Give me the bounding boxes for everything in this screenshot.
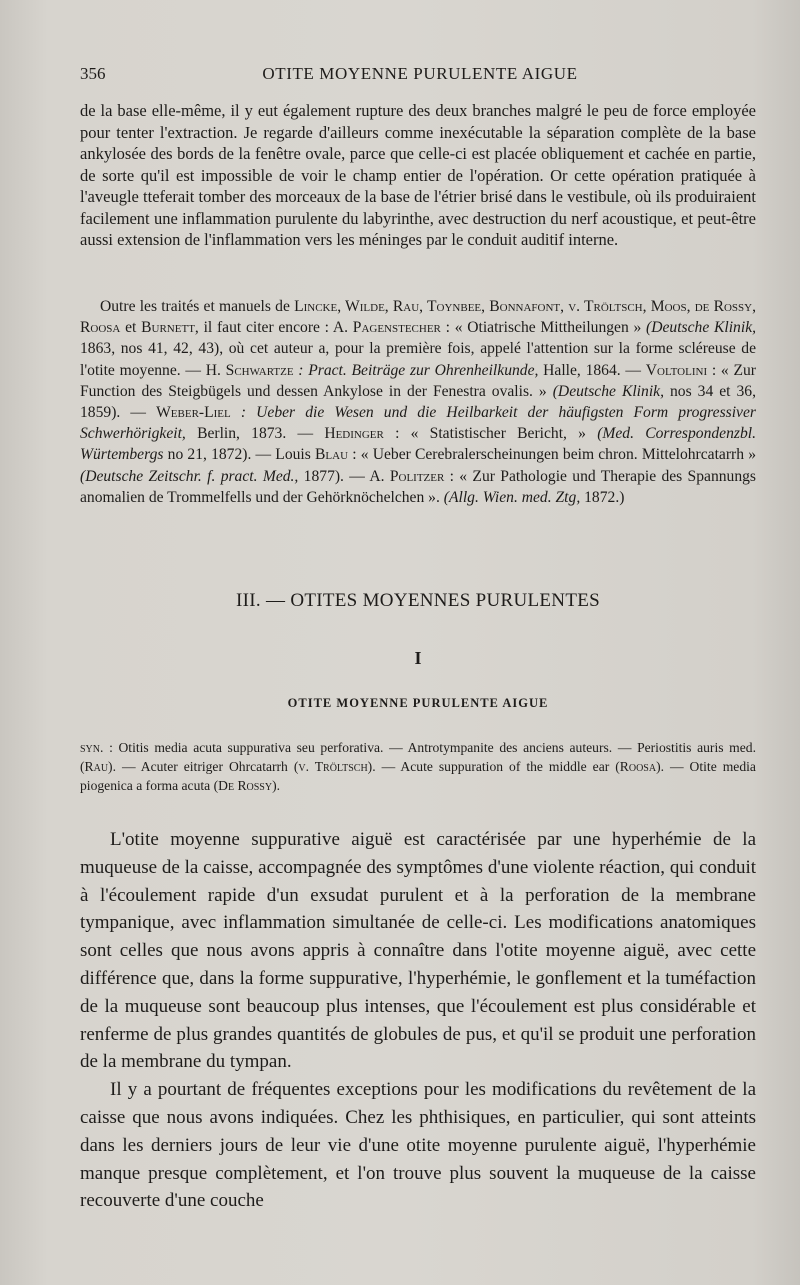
page-header <box>80 64 760 86</box>
ref-source: : Pract. Beiträge zur Ohrenheilkunde, <box>298 361 539 379</box>
ref-authors: Lincke, Wilde, Rau, Toynbee, Bonnafont, v. Tröltsch, Moos, de Rossy, Roosa <box>80 298 756 337</box>
ref-author: Voltolini <box>645 361 708 379</box>
ref-tail: no 21, 1872). — Louis <box>167 446 311 464</box>
ref-tail: 1877). — A. <box>303 467 385 485</box>
ref-author: Politzer <box>389 467 445 485</box>
continued-paragraph <box>80 100 756 251</box>
synonyms-author: (v. Tröltsch). <box>293 759 376 774</box>
synonyms-paragraph <box>80 738 756 795</box>
main-text <box>80 826 756 1215</box>
ref-title: : « Ueber Cerebralerscheinungen beim chron. Mittelohrcatarrh » <box>352 446 757 464</box>
synonyms-text: — Acuter eitriger Ohrcatarrh <box>121 759 288 774</box>
ref-author: Hedinger <box>324 425 384 443</box>
ref-source: (Med. Correspondenzbl. Würtembergs <box>80 425 756 464</box>
ref-tail: Halle, 1864. — <box>543 361 641 379</box>
synonyms-text: : Otitis media acuta suppurativa seu perforativa. — Antrotympanite des anciens auteurs. — Periostitis auris med. <box>109 740 756 755</box>
section-title: III. — OTITES MOYENNES PURULENTES <box>235 590 601 611</box>
ref-title: : « Statistischer Bericht, » <box>395 425 586 443</box>
bibliography-paragraph <box>80 296 756 508</box>
paragraph-text: de la base elle-même, il y eut également rupture des deux branches malgré le peu de force employée pour tenter l'extraction. Je regarde d'ailleurs comme inexécutable la séparation complète de la base ankylosée des bords de la fenêtre ovale, parce que celle-ci est placée obliquement et cachée en partie, de sorte qu'il est impossible de voir le champ entier de l'opération. Or cette opération pratiquée à l'aveugle tteferait tomber des morceaux de la base de l'étrier brisé dans le vestibule, où ils produiraient facilement une inflammation purulente du labyrinthe, avec destruction du nerf acoustique, et peut-être aussi extension de l'inflammation vers les méninges par le conduit auditif interne. <box>80 101 756 249</box>
ref-title: : « Zur Function des Steigbügels und dessen Ankylose in der Fenestra ovalis. » <box>80 361 756 400</box>
ref-author: Schwartze <box>225 361 294 379</box>
ref-source: (Deutsche Zeitschr. f. pract. Med., <box>80 467 299 485</box>
ref-intro: Outre les traités et manuels de <box>100 298 290 315</box>
synonyms-text: — Otite media piogenica a forma acuta <box>80 759 756 793</box>
ref-author: Blau <box>315 446 349 464</box>
body-paragraph: Il y a pourtant de fréquentes exceptions pour les modifications du revêtement de la caisse que nous avons indiquées. Chez les phthisiques, en particulier, qui sont atteints dans les derniers jours de leur vie d'une otite moyenne purulente aiguë, l'hyperhémie manque presque complètement, et l'on trouve plus souvent la muqueuse de la caisse recouverte d'une couche <box>80 1079 756 1212</box>
body-paragraph: L'otite moyenne suppurative aiguë est caractérisée par une hyperhémie de la muqueuse de la caisse, accompagnée des symptômes d'une violente réaction, qui conduit à l'écoulement rapide d'un exsudat purulent et à la perforation de la membrane tympanique, avec inflammation simultanée de celle-ci. Les modifications anatomiques sont celles que nous avons appris à connaître dans l'otite moyenne aiguë, avec cette différence que, dans la forme suppurative, l'hyperhémie, le gonflement et la tuméfaction de la muqueuse sont beaucoup plus intenses, que l'écoulement est plus considérable et renferme de plus grandes quantités de globules de pus, et qu'il se produit une perforation de la membrane du tympan. <box>80 829 756 1073</box>
synonyms-author: (Rau). <box>80 759 116 774</box>
ref-title: : « Otiatrische Mittheilungen » <box>445 319 642 337</box>
ref-tail: 1872.) <box>584 488 625 506</box>
ref-conj: et <box>125 319 137 337</box>
synonyms-author: (De Rossy). <box>213 778 281 793</box>
chapter-title: OTITE MOYENNE PURULENTE AIGUE <box>287 696 549 710</box>
ref-tail: 1863, nos 41, 42, 43), où cet auteur a, pour la première fois, appelé l'attention sur la forme scléreuse de l'otite moyenne. — H. <box>80 340 756 379</box>
ref-title: : « Zur Pathologie und Therapie des Spannungs anomalien de Trommelfells und der Gehörknöchelchen ». <box>80 467 757 506</box>
ref-author: Weber-Liel <box>156 404 231 422</box>
ref-lead: il faut citer encore : A. <box>203 319 349 337</box>
synonyms-author: (Roosa). <box>615 759 664 774</box>
ref-source: (Allg. Wien. med. Ztg, <box>443 488 581 506</box>
ref-source: (Deutsche Klinik, <box>646 319 757 337</box>
ref-author-last: Burnett, <box>141 319 199 337</box>
ref-tail: Berlin, 1873. — <box>197 425 314 443</box>
synonyms-text: — Acute suppuration of the middle ear <box>381 759 610 774</box>
ref-author: Pagenstecher <box>352 319 441 337</box>
ref-source: (Deutsche Klinik, <box>552 382 664 400</box>
page-number: 356 <box>80 64 106 83</box>
synonyms-label: syn. <box>80 740 104 755</box>
ref-tail: nos 34 et 36, 1859). — <box>80 382 756 422</box>
running-head: OTITE MOYENNE PURULENTE AIGUE <box>262 64 578 83</box>
ref-title: : Ueber die Wesen und die Heilbarkeit der häufigsten Form progressiver Schwerhörigkeit, <box>80 404 756 443</box>
section-numeral: I <box>414 648 422 668</box>
